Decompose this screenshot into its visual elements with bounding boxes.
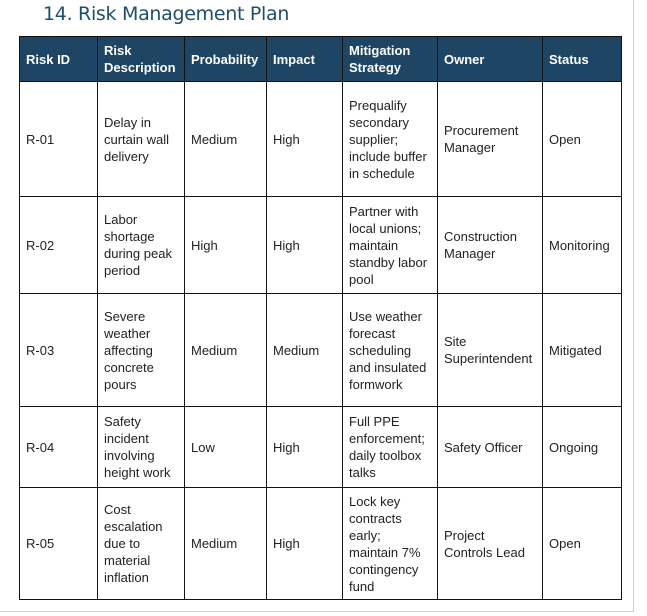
cell-risk-description: Safety incident involving height work: [98, 407, 185, 488]
cell-mitigation-strategy: Prequalify secondary supplier; include buffer in schedule: [343, 82, 438, 197]
cell-status: Ongoing: [543, 407, 622, 488]
table-row: [20, 407, 622, 488]
section-title: 14. Risk Management Plan: [43, 3, 290, 25]
cell-impact: High: [267, 407, 343, 488]
cell-impact: High: [267, 82, 343, 197]
header-risk-id: Risk ID: [20, 37, 98, 82]
cell-probability: High: [185, 197, 267, 294]
cell-impact: High: [267, 488, 343, 600]
cell-risk-id: R-03: [20, 294, 98, 407]
cell-risk-id: R-04: [20, 407, 98, 488]
cell-status: Monitoring: [543, 197, 622, 294]
header-probability: Probability: [185, 37, 267, 82]
header-risk-description: Risk Description: [98, 37, 185, 82]
cell-risk-id: R-01: [20, 82, 98, 197]
cell-mitigation-strategy: Use weather forecast scheduling and insulated formwork: [343, 294, 438, 407]
cell-mitigation-strategy: Full PPE enforcement; daily toolbox talks: [343, 407, 438, 488]
cell-owner: Project Controls Lead: [438, 488, 543, 600]
cell-impact: Medium: [267, 294, 343, 407]
table-row: [20, 488, 622, 600]
cell-risk-description: Delay in curtain wall delivery: [98, 82, 185, 197]
cell-owner: Safety Officer: [438, 407, 543, 488]
cell-mitigation-strategy: Lock key contracts early; maintain 7% contingency fund: [343, 488, 438, 600]
cell-mitigation-strategy: Partner with local unions; maintain standby labor pool: [343, 197, 438, 294]
cell-probability: Medium: [185, 82, 267, 197]
cell-risk-description: Severe weather affecting concrete pours: [98, 294, 185, 407]
cell-risk-id: R-05: [20, 488, 98, 600]
table-row: [20, 294, 622, 407]
cell-probability: Medium: [185, 294, 267, 407]
header-status: Status: [543, 37, 622, 82]
cell-owner: Construction Manager: [438, 197, 543, 294]
cell-probability: Low: [185, 407, 267, 488]
header-impact: Impact: [267, 37, 343, 82]
cell-status: Open: [543, 82, 622, 197]
cell-owner: Procurement Manager: [438, 82, 543, 197]
table-header-row: [20, 37, 622, 82]
cell-risk-id: R-02: [20, 197, 98, 294]
header-mitigation-strategy: Mitigation Strategy: [343, 37, 438, 82]
cell-status: Mitigated: [543, 294, 622, 407]
cell-risk-description: Labor shortage during peak period: [98, 197, 185, 294]
table-row: [20, 82, 622, 197]
table-row: [20, 197, 622, 294]
cell-owner: Site Superintendent: [438, 294, 543, 407]
risk-table: [19, 36, 622, 600]
cell-impact: High: [267, 197, 343, 294]
cell-risk-description: Cost escalation due to material inflation: [98, 488, 185, 600]
header-owner: Owner: [438, 37, 543, 82]
cell-probability: Medium: [185, 488, 267, 600]
cell-status: Open: [543, 488, 622, 600]
